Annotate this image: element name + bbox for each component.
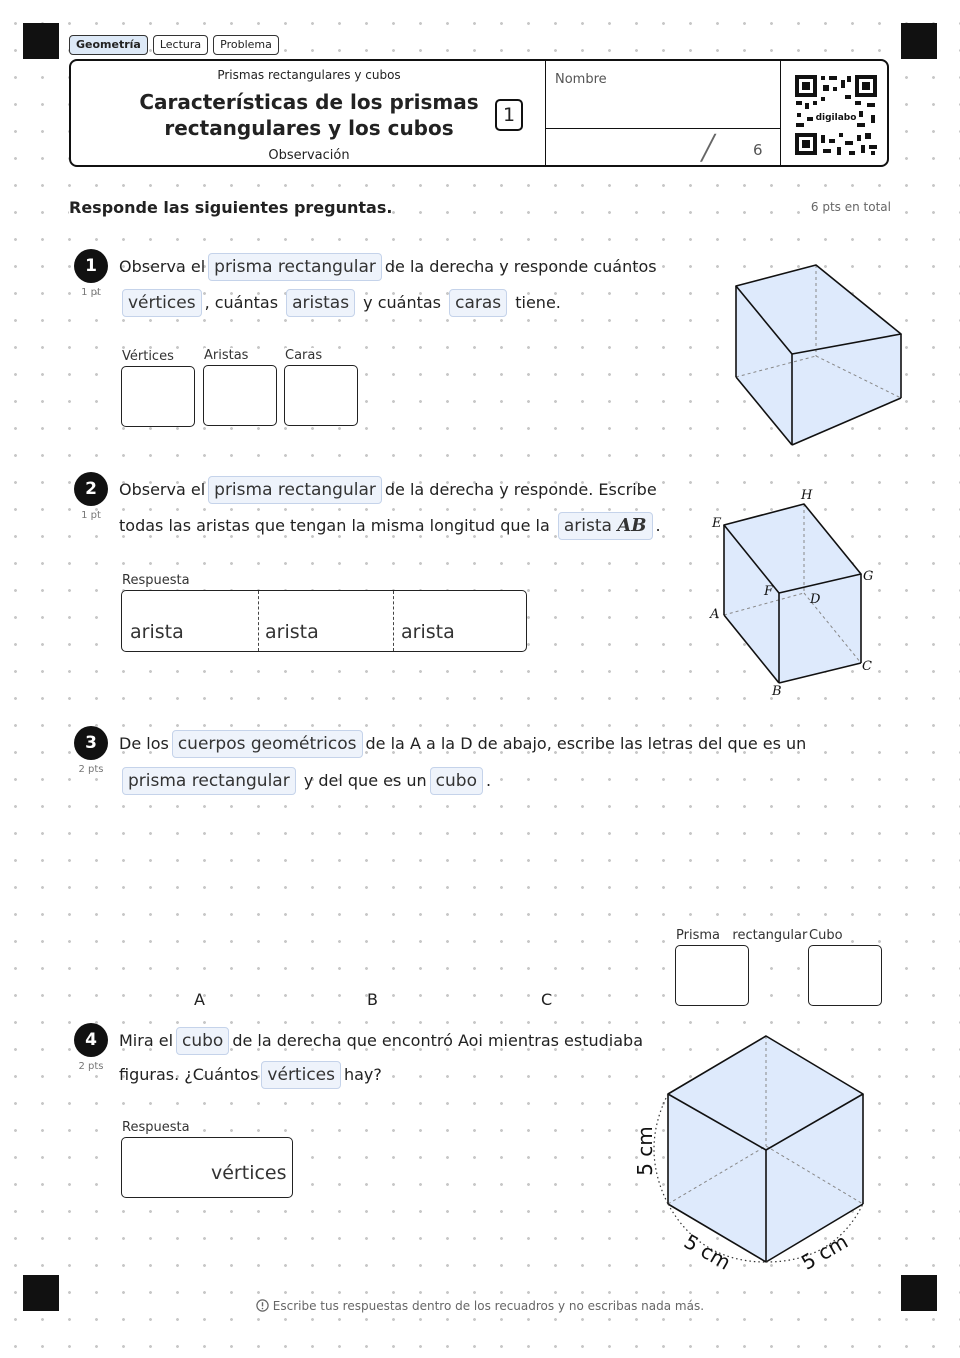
q3-label-cubo: Cubo — [809, 928, 843, 943]
question-3-points: 2 pts — [78, 764, 104, 775]
corner-marker-top-right — [901, 23, 937, 59]
score-slash: ╱ — [701, 134, 716, 162]
tag-problema: Problema — [213, 35, 279, 55]
q1-label-vertices: Vértices — [122, 349, 174, 364]
question-2-number: 2 — [74, 472, 108, 506]
qr-code-icon — [793, 73, 879, 157]
question-3-text-line2 — [119, 767, 491, 795]
q2-text-c: todas las aristas que tengan la misma longitud que la — [119, 516, 550, 535]
vertex-label-d: D — [810, 592, 821, 607]
header-subtitle: Prismas rectangulares y cubos — [217, 68, 401, 82]
dimension-label-height: 5 cm — [633, 1126, 657, 1176]
q3-text-d: . — [486, 771, 492, 790]
question-1-number: 1 — [74, 249, 108, 283]
q3-text-b: de la A a la D de abajo, escribe las letras del que es un — [365, 734, 807, 753]
q2-answer-word-1: arista — [130, 621, 184, 643]
keyword-cubo-2: cubo — [176, 1027, 229, 1055]
q3-shape-label-c: C — [541, 990, 553, 1009]
worksheet-header — [69, 59, 889, 167]
q2-text-a: Observa el — [119, 480, 206, 499]
question-1-text-line2 — [119, 289, 561, 317]
q2-text-d: . — [655, 516, 661, 535]
keyword-prisma-rectangular: prisma rectangular — [208, 253, 382, 281]
name-field[interactable] — [547, 91, 779, 127]
score-field[interactable] — [547, 130, 697, 164]
info-icon — [256, 1299, 269, 1312]
corner-marker-top-left — [23, 23, 59, 59]
q2-answer-box[interactable] — [121, 590, 527, 652]
keyword-prisma-rectangular-3: prisma rectangular — [122, 767, 296, 795]
question-3-text-line1 — [119, 730, 806, 758]
keyword-cuerpos-geometricos: cuerpos geométricos — [172, 730, 363, 758]
question-4-points: 2 pts — [78, 1061, 104, 1072]
header-divider-qr — [780, 61, 781, 165]
footer-text: Escribe tus respuestas dentro de los recuadros y no escribas nada más. — [272, 1299, 705, 1313]
question-1-points: 1 pt — [81, 287, 101, 298]
q4-text-d: hay? — [343, 1065, 382, 1084]
question-3-number: 3 — [74, 726, 108, 760]
q1-text-b: de la derecha y responde cuántos — [384, 257, 657, 276]
question-2-points: 1 pt — [81, 510, 101, 521]
vertex-label-h: H — [801, 488, 813, 503]
q4-answer-label: Respuesta — [122, 1120, 190, 1135]
q1-text-a: Observa el — [119, 257, 206, 276]
header-title — [71, 89, 547, 141]
keyword-aristas: aristas — [286, 289, 355, 317]
dimension-label-left: 5 cm — [680, 1229, 735, 1275]
header-category: Observación — [268, 148, 350, 163]
q1-text-c: , cuántas — [204, 293, 279, 312]
header-row-divider — [545, 128, 780, 129]
name-label: Nombre — [555, 72, 607, 87]
q1-rectangular-prism-figure — [725, 255, 915, 455]
q2-answer-divider-1 — [258, 591, 259, 651]
q3-answer-prisma[interactable] — [675, 945, 749, 1006]
score-total: 6 — [753, 141, 763, 159]
keyword-arista-word: arista — [563, 516, 612, 536]
q1-label-caras: Caras — [285, 348, 323, 363]
q2-labeled-prism-figure — [700, 485, 890, 700]
keyword-vertices-2: vértices — [261, 1061, 341, 1089]
q1-answer-vertices[interactable] — [121, 366, 195, 427]
question-4-number: 4 — [74, 1023, 108, 1057]
question-1-text-line1 — [119, 253, 657, 281]
keyword-vertices: vértices — [122, 289, 202, 317]
header-title-line2: rectangulares y los cubos — [164, 116, 454, 140]
q2-answer-label: Respuesta — [122, 573, 190, 588]
q1-answer-caras[interactable] — [284, 365, 358, 426]
question-2-text-line2 — [119, 512, 661, 540]
q1-answer-aristas[interactable] — [203, 365, 277, 426]
keyword-prisma-rectangular-2: prisma rectangular — [208, 476, 382, 504]
vertex-label-f: F — [764, 584, 774, 599]
q3-shape-label-a: A — [194, 990, 205, 1009]
q2-answer-divider-2 — [393, 591, 394, 651]
keyword-arista-ab — [558, 512, 653, 540]
q2-text-b: de la derecha y responde. Escribe — [384, 480, 657, 499]
instructions: Responde las siguientes preguntas. — [69, 198, 393, 217]
vertex-label-a: A — [710, 607, 720, 622]
q4-text-b: de la derecha que encontró Aoi mientras estudiaba — [232, 1031, 644, 1050]
q2-answer-word-3: arista — [401, 621, 455, 643]
vertex-label-c: C — [862, 659, 872, 674]
question-2-text-line1 — [119, 476, 657, 504]
footer-note — [0, 1299, 960, 1313]
q3-shape-label-b: B — [367, 990, 378, 1009]
tag-geometria: Geometría — [69, 35, 148, 55]
q1-text-d: y cuántas — [363, 293, 442, 312]
qr-label: digilabo — [815, 113, 857, 123]
q3-answer-cubo[interactable] — [808, 945, 882, 1006]
header-divider — [545, 61, 546, 165]
points-total: 6 pts en total — [810, 200, 891, 214]
keyword-caras: caras — [449, 289, 507, 317]
keyword-cubo: cubo — [430, 767, 483, 795]
q3-text-a: De los — [119, 734, 169, 753]
header-title-line1: Características de los prismas — [139, 90, 479, 114]
q4-text-a: Mira el — [119, 1031, 174, 1050]
q4-text-c: figuras. ¿Cuántos — [119, 1065, 259, 1084]
question-4-text-line2 — [119, 1061, 382, 1089]
q1-text-e: tiene. — [515, 293, 561, 312]
q4-answer-unit: vértices — [211, 1162, 287, 1184]
q3-label-prisma: Prisma rectangular — [676, 928, 808, 943]
vertex-label-g: G — [863, 569, 874, 584]
question-4-text-line1 — [119, 1027, 643, 1055]
vertex-label-e: E — [712, 516, 722, 531]
q4-answer-box[interactable] — [121, 1137, 293, 1198]
q1-label-aristas: Aristas — [204, 348, 249, 363]
category-tags — [69, 35, 279, 55]
q3-text-c: y del que es un — [303, 771, 427, 790]
vertex-label-b: B — [772, 684, 782, 699]
q2-answer-word-2: arista — [265, 621, 319, 643]
q4-cube-figure — [620, 1030, 880, 1280]
keyword-ab-variable: AB — [617, 515, 647, 536]
lesson-number: 1 — [495, 99, 523, 131]
dimension-label-right: 5 cm — [797, 1229, 852, 1275]
tag-lectura: Lectura — [153, 35, 208, 55]
